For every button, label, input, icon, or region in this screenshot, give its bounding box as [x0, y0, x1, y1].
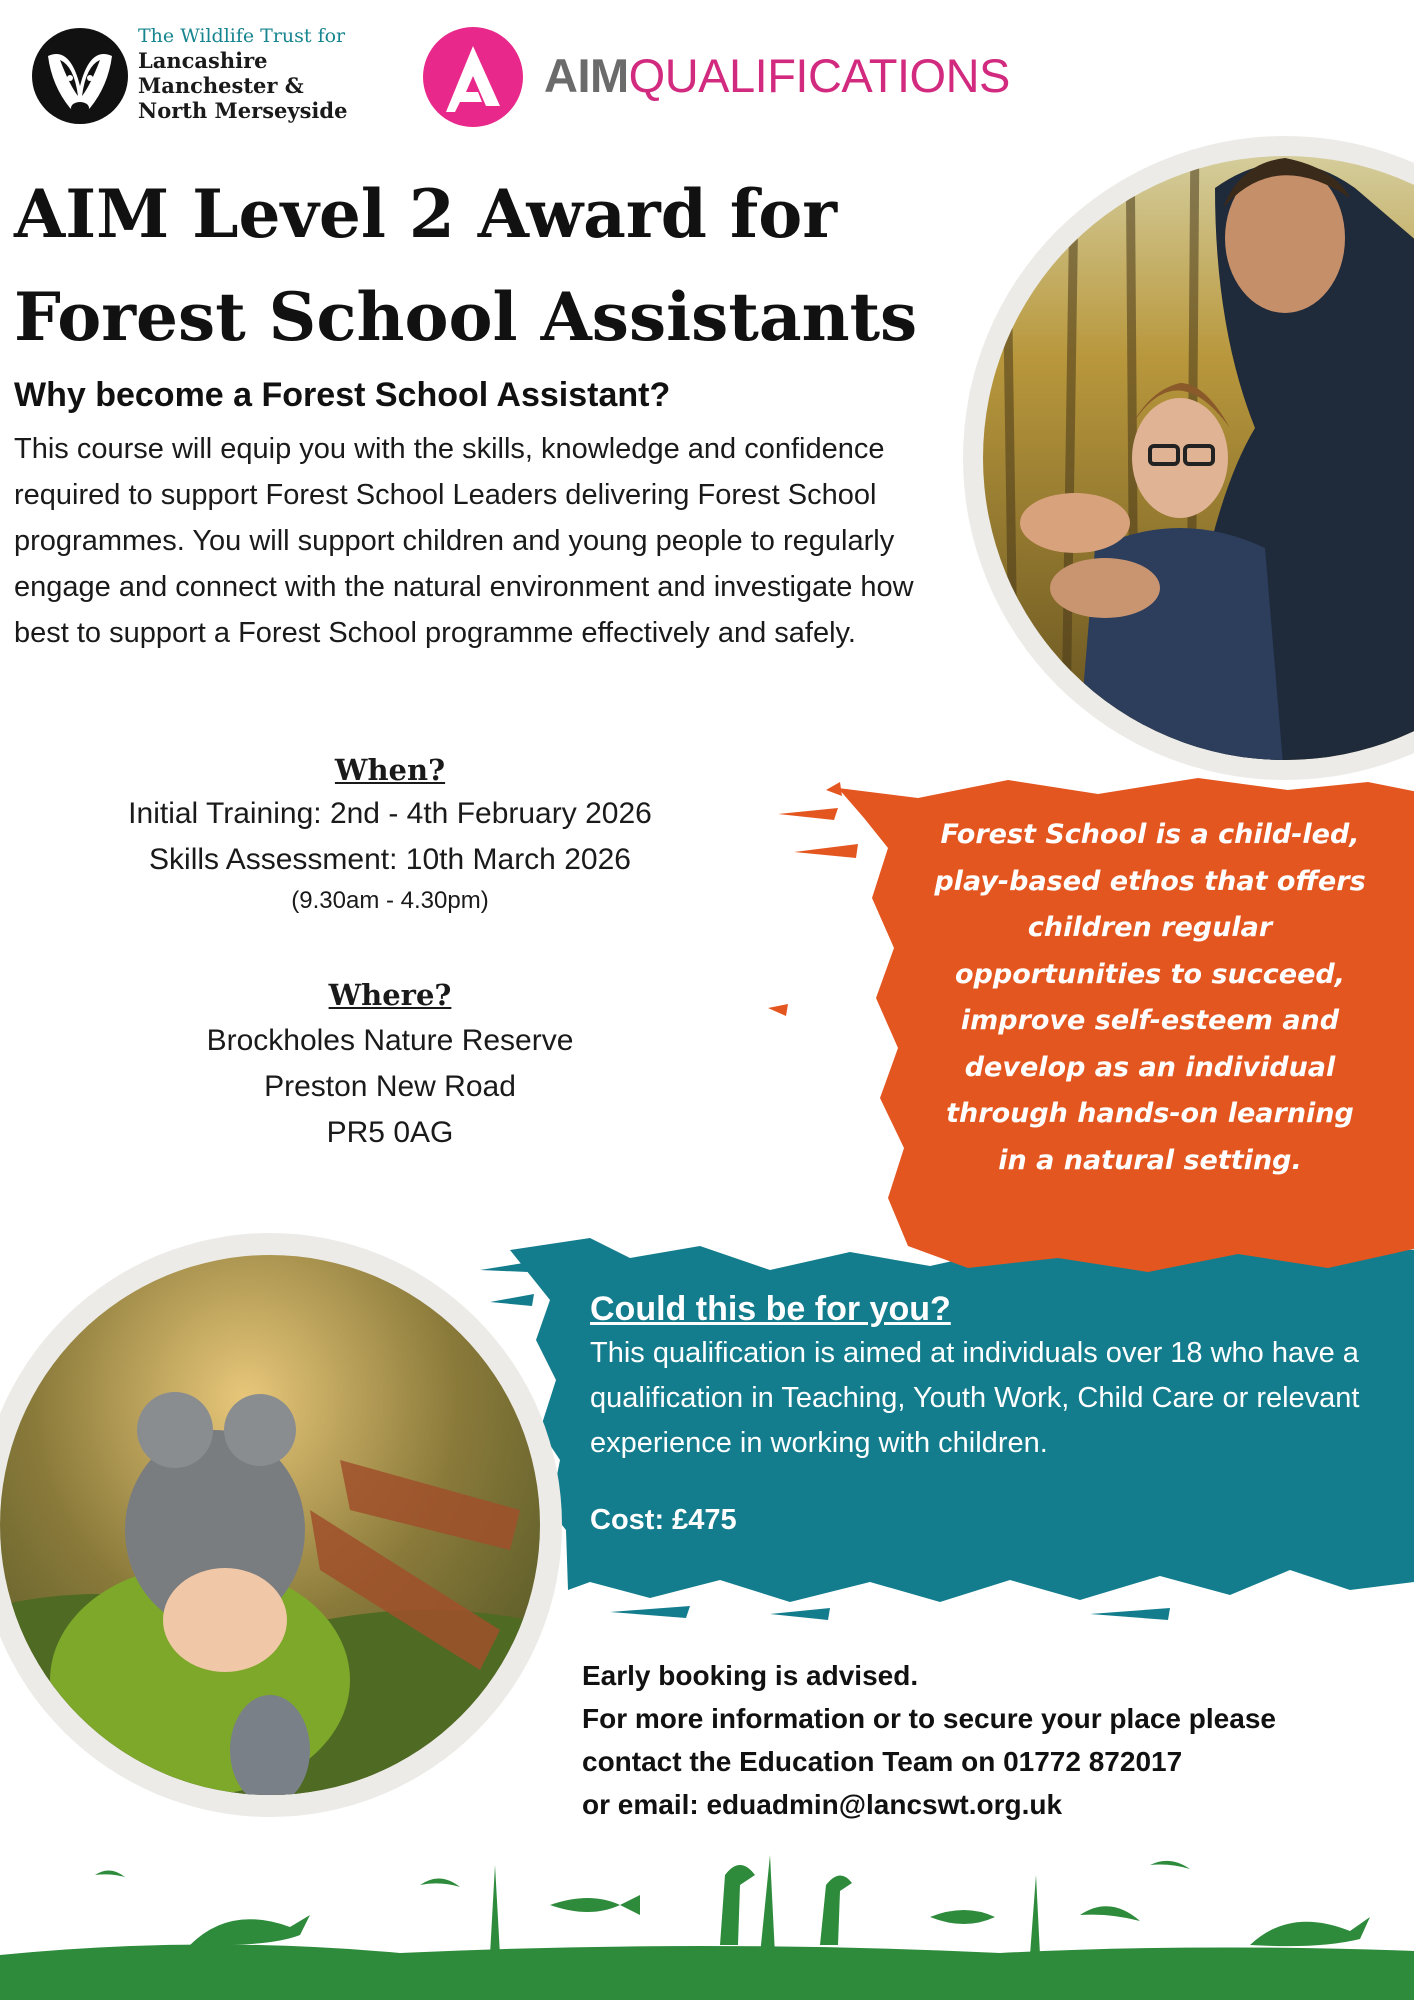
trust-logo-line: The Wildlife Trust for: [138, 25, 346, 47]
aim-logo-text: AIM: [544, 49, 629, 102]
initial-training-date: Initial Training: 2nd - 4th February 2026: [128, 797, 652, 830]
wildlife-silhouette-footer: [0, 1835, 1414, 2000]
fish-icon: [930, 1910, 995, 1924]
trust-logo-line: Manchester &: [138, 73, 304, 98]
title-line: Forest School Assistants: [14, 278, 918, 356]
course-cost: Cost: £475: [590, 1504, 737, 1536]
contact-line: Early booking is advised.: [582, 1660, 919, 1691]
aim-mark-icon: [422, 26, 524, 128]
eligibility-body: This qualification is aimed at individuals over 18 who have a qualification in Teaching, Youth Work, Child Care or relevant experience in working with children.: [590, 1337, 1360, 1459]
venue-line: Brockholes Nature Reserve: [206, 1024, 574, 1057]
eligibility-section: [590, 1290, 1400, 1537]
contact-line: contact the Education Team on 01772 872017: [582, 1746, 1183, 1777]
contact-line: For more information or to secure your place please: [582, 1703, 1276, 1734]
bird-icon: [1080, 1906, 1140, 1921]
fox-icon: [190, 1915, 310, 1945]
fox-icon: [1250, 1917, 1370, 1946]
forest-school-ethos-quote: Forest School is a child-led, play-based ethos that offers children regular opportunities to succeed, improve self-esteem and develop as an individual through hands-on learning in a natural setting.: [934, 819, 1366, 1176]
fish-icon: [550, 1895, 640, 1915]
forest-leader-photo: [955, 128, 1414, 788]
heron-icon: [720, 1865, 852, 1945]
contact-section: [582, 1654, 1382, 1826]
training-hours: (9.30am - 4.30pm): [291, 887, 489, 914]
venue-line: Preston New Road: [264, 1070, 516, 1103]
trust-logo-line: Lancashire: [138, 48, 268, 73]
where-heading: Where?: [328, 978, 452, 1012]
trust-logo-line: North Merseyside: [138, 98, 348, 123]
title-line: AIM Level 2 Award for: [14, 175, 838, 253]
page-title: [14, 163, 918, 369]
why-body: This course will equip you with the skills, knowledge and confidence required to support Forest School Leaders delivering Forest School programmes. You will support children and young people to regularly engage and connect with the natural environment and investigate how best to support a Forest School programme effectively and safely.: [14, 433, 914, 649]
eligibility-heading: Could this be for you?: [590, 1290, 951, 1328]
skills-assessment-date: Skills Assessment: 10th March 2026: [149, 843, 631, 876]
bird-icon: [95, 1861, 1190, 1887]
aim-qualifications-logo: [422, 26, 1010, 126]
wildlife-trust-logo: [30, 22, 375, 132]
when-heading: When?: [334, 753, 446, 787]
why-heading: Why become a Forest School Assistant?: [14, 376, 671, 414]
venue-line: PR5 0AG: [326, 1116, 454, 1149]
qualifications-logo-text: QUALIFICATIONS: [628, 49, 1010, 102]
badger-icon: [30, 26, 130, 126]
child-in-forest-photo: [0, 1210, 570, 1840]
where-section: [30, 978, 750, 1156]
when-section: [30, 753, 750, 919]
contact-line: or email: eduadmin@lancswt.org.uk: [582, 1789, 1063, 1820]
